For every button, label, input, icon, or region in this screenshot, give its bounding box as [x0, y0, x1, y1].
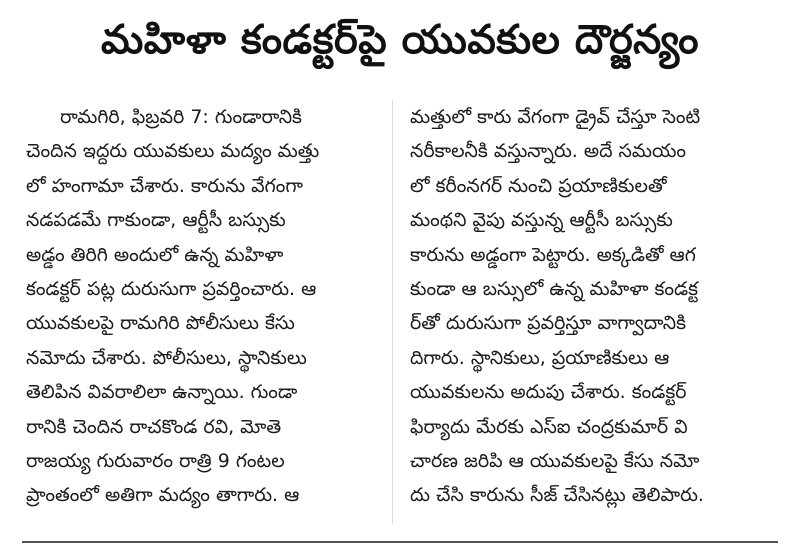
left-line-10: రానికి చెందిన రాచకొండ రవి, మోతె: [26, 415, 282, 438]
right-line-2: నరీకాలనీకి వస్తున్నారు. అదే సమయం: [410, 140, 687, 163]
right-line-9: యువకులను అదుపు చేశారు. కండక్టర్: [410, 381, 687, 404]
right-line-11: చారణ జరిపి ఆ యువకులపై కేసు నమో: [410, 449, 700, 472]
right-column: [410, 100, 770, 513]
right-line-6: కుండా ఆ బస్సులో ఉన్న మహిళా కండక్ట: [410, 277, 699, 300]
right-line-7: ర్‌తో దురుసుగా ప్రవర్తిస్తూ వాగ్వాదానికి: [410, 312, 687, 335]
right-line-5: కారును అడ్డంగా పెట్టారు. అక్కడితో ఆగ: [410, 243, 696, 266]
right-line-3: లో కరీంనగర్ నుంచి ప్రయాణికులతో: [410, 174, 667, 197]
left-line-4: నడపడమే గాకుండా, ఆర్టీసీ బస్సుకు: [26, 209, 286, 232]
left-line-3: లో హంగామా చేశారు. కారును వేగంగా: [26, 174, 303, 197]
article-headline: మహిళా కండక్టర్‌పై యువకుల దౌర్జన్యం: [100, 17, 700, 63]
left-line-9: తెలిపిన వివరాలిలా ఉన్నాయి. గుండా: [26, 381, 298, 404]
left-line-11: రాజయ్య గురువారం రాత్రి 9 గంటల: [26, 449, 285, 472]
bottom-rule: [22, 541, 778, 543]
right-line-12: దు చేసి కారును సీజ్ చేసినట్లు తెలిపారు.: [410, 484, 704, 507]
right-line-1: మత్తులో కారు వేగంగా డ్రైవ్ చేస్తూ సెంటి: [410, 106, 701, 128]
left-line-2: చెందిన ఇద్దరు యువకులు మద్యం మత్తు: [26, 140, 320, 163]
left-line-7: యువకులపై రామగిరి పోలీసులు కేసు: [26, 312, 295, 335]
column-divider: [392, 100, 393, 524]
left-column: [26, 100, 386, 513]
right-line-8: దిగారు. స్థానికులు, ప్రయాణికులు ఆ: [410, 346, 670, 369]
right-line-10: ఫిర్యాదు మేరకు ఎస్ఐ చంద్రకుమార్ వి: [410, 415, 688, 438]
left-line-8: నమోదు చేశారు. పోలీసులు, స్థానికులు: [26, 346, 307, 369]
right-line-4: మంథని వైపు వస్తున్న ఆర్టీసీ బస్సుకు: [410, 209, 673, 232]
left-line-5: అడ్డం తిరిగి అందులో ఉన్న మహిళా: [26, 243, 284, 266]
left-line-12: ప్రాంతంలో అతిగా మద్యం తాగారు. ఆ: [26, 484, 300, 507]
left-line-6: కండక్టర్ పట్ల దురుసుగా ప్రవర్తించారు. ఆ: [26, 277, 317, 300]
left-line-1: రామగిరి, ఫిబ్రవరి 7: గుండారానికి: [60, 106, 302, 128]
